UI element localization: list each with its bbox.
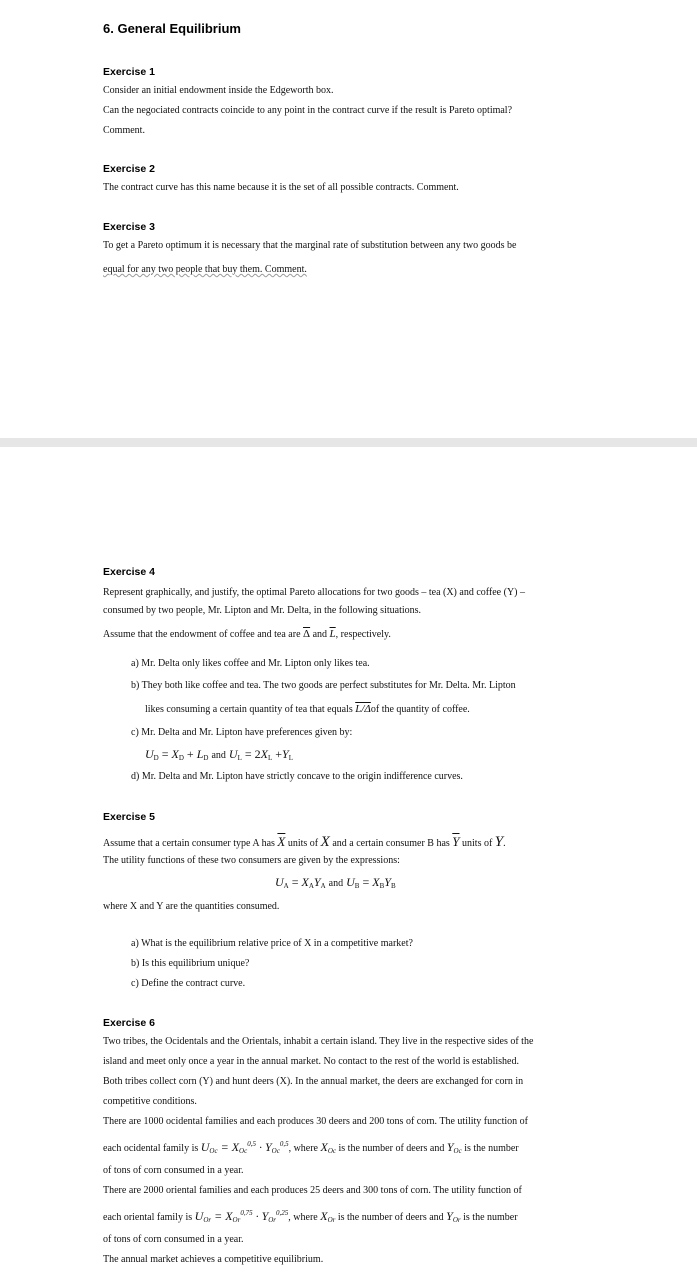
exercise-3-heading: Exercise 3	[103, 221, 155, 233]
page-title: 6. General Equilibrium	[103, 21, 241, 36]
symbol-x: X	[320, 834, 330, 850]
exercise-6-line-6: each ocidental family is $U_{Oc} = X_{Oc}^{0,5} \cdot Y_{Oc}^{0,5}$, where $X_{Oc}$ is the number of deers and $Y_{Oc}$ is the number	[103, 1140, 519, 1155]
formula-ocidental-utility: $U_{Oc} = X_{Oc}^{0,5} \cdot Y_{Oc}^{0,5}$	[200, 1140, 289, 1155]
fraction-l-delta: L/Δ	[355, 703, 371, 715]
exercise-1-line-1: Consider an initial endowment inside the Edgeworth box.	[103, 85, 334, 96]
exercise-4-heading: Exercise 4	[103, 566, 155, 578]
exercise-6-line-4: competitive conditions.	[103, 1096, 197, 1107]
exercise-5-line-1: Assume that a certain consumer type A has $\overline{X}$ units of X and a certain consumer B has $\overline{Y}$ units of Y.	[103, 834, 506, 850]
exercise-4-item-d: d) Mr. Delta and Mr. Lipton have strictly concave to the origin indifference curves.	[131, 771, 463, 782]
exercise-4-item-c: c) Mr. Delta and Mr. Lipton have preferences given by:	[131, 727, 353, 738]
symbol-l-bar: $\overline{L}$	[329, 628, 336, 640]
exercise-6-line-3: Both tribes collect corn (Y) and hunt deers (X). In the annual market, the deers are exchanged for corn in	[103, 1076, 524, 1087]
exercise-1-line-2: Can the negociated contracts coincide to any point in the contract curve if the result is Pareto optimal?	[103, 105, 513, 116]
exercise-1-heading: Exercise 1	[103, 66, 155, 78]
exercise-2-heading: Exercise 2	[103, 163, 155, 175]
exercise-4-line-2: consumed by two people, Mr. Lipton and Mr. Delta, in the following situations.	[103, 605, 422, 616]
exercise-1-line-3: Comment.	[103, 125, 145, 136]
exercise-3-line-2: equal for any two people that buy them. Comment.	[103, 264, 307, 275]
exercise-4-formula-c: $U_D = X_D + L_D$ and $U_L = 2X_L +Y_L$	[145, 747, 294, 762]
exercise-5-formula: $U_A = X_AY_A$ and $U_B = X_BY_B$	[275, 875, 396, 890]
exercise-5-item-b: b) Is this equilibrium unique?	[131, 958, 250, 969]
symbol-y: Y	[494, 834, 504, 850]
exercise-2-line-1: The contract curve has this name because it is the set of all possible contracts. Comment.	[103, 182, 459, 193]
exercise-5-heading: Exercise 5	[103, 811, 155, 823]
exercise-6-line-10: of tons of corn consumed in a year.	[103, 1234, 244, 1245]
exercise-6-line-5: There are 1000 ocidental families and each produces 30 deers and 200 tons of corn. The utility function of	[103, 1116, 528, 1127]
exercise-6-heading: Exercise 6	[103, 1017, 155, 1029]
exercise-4-item-b-1: b) They both like coffee and tea. The two goods are perfect substitutes for Mr. Delta. Mr. Lipton	[131, 680, 516, 691]
page-1	[0, 0, 697, 438]
exercise-4-line-1: Represent graphically, and justify, the optimal Pareto allocations for two goods – tea (X) and coffee (Y) –	[103, 587, 526, 598]
page-separator	[0, 438, 697, 447]
symbol-x-bar: $\overline{X}$	[277, 834, 286, 849]
exercise-6-line-8: There are 2000 oriental families and each produces 25 deers and 300 tons of corn. The utility function of	[103, 1185, 522, 1196]
exercise-4-item-b-2: likes consuming a certain quantity of tea that equals L/Δof the quantity of coffee.	[145, 703, 470, 715]
exercise-6-line-2: island and meet only once a year in the annual market. No contact to the rest of the world is established.	[103, 1056, 519, 1067]
exercise-6-line-1: Two tribes, the Ocidentals and the Orientals, inhabit a certain island. They live in the respective sides of the	[103, 1036, 534, 1047]
formula-oriental-utility: $U_{Or} = X_{Or}^{0,75} \cdot Y_{Or}^{0,25}$	[194, 1209, 289, 1224]
exercise-5-line-3: where X and Y are the quantities consumed.	[103, 901, 280, 912]
symbol-y-bar: $\overline{Y}$	[452, 834, 460, 849]
exercise-5-line-2: The utility functions of these two consumers are given by the expressions:	[103, 855, 400, 866]
exercise-5-item-c: c) Define the contract curve.	[131, 978, 246, 989]
symbol-delta-bar: $\overline{\Delta}$	[303, 628, 311, 640]
exercise-6-line-9: each oriental family is $U_{Or} = X_{Or}^{0,75} \cdot Y_{Or}^{0,25}$, where $X_{Or}$ is the number of deers and $Y_{Or}$ is the number	[103, 1209, 518, 1224]
exercise-3-line-1: To get a Pareto optimum it is necessary that the marginal rate of substitution between any two goods be	[103, 240, 517, 251]
page-2	[0, 447, 697, 1280]
exercise-6-line-11: The annual market achieves a competitive equilibrium.	[103, 1254, 324, 1265]
exercise-5-item-a: a) What is the equilibrium relative price of X in a competitive market?	[131, 938, 413, 949]
exercise-4-line-3: Assume that the endowment of coffee and tea are $\overline{\Delta}$ and $\overline{L}$, respectively.	[103, 628, 391, 640]
exercise-4-item-a: a) Mr. Delta only likes coffee and Mr. Lipton only likes tea.	[131, 658, 370, 669]
exercise-6-line-7: of tons of corn consumed in a year.	[103, 1165, 244, 1176]
